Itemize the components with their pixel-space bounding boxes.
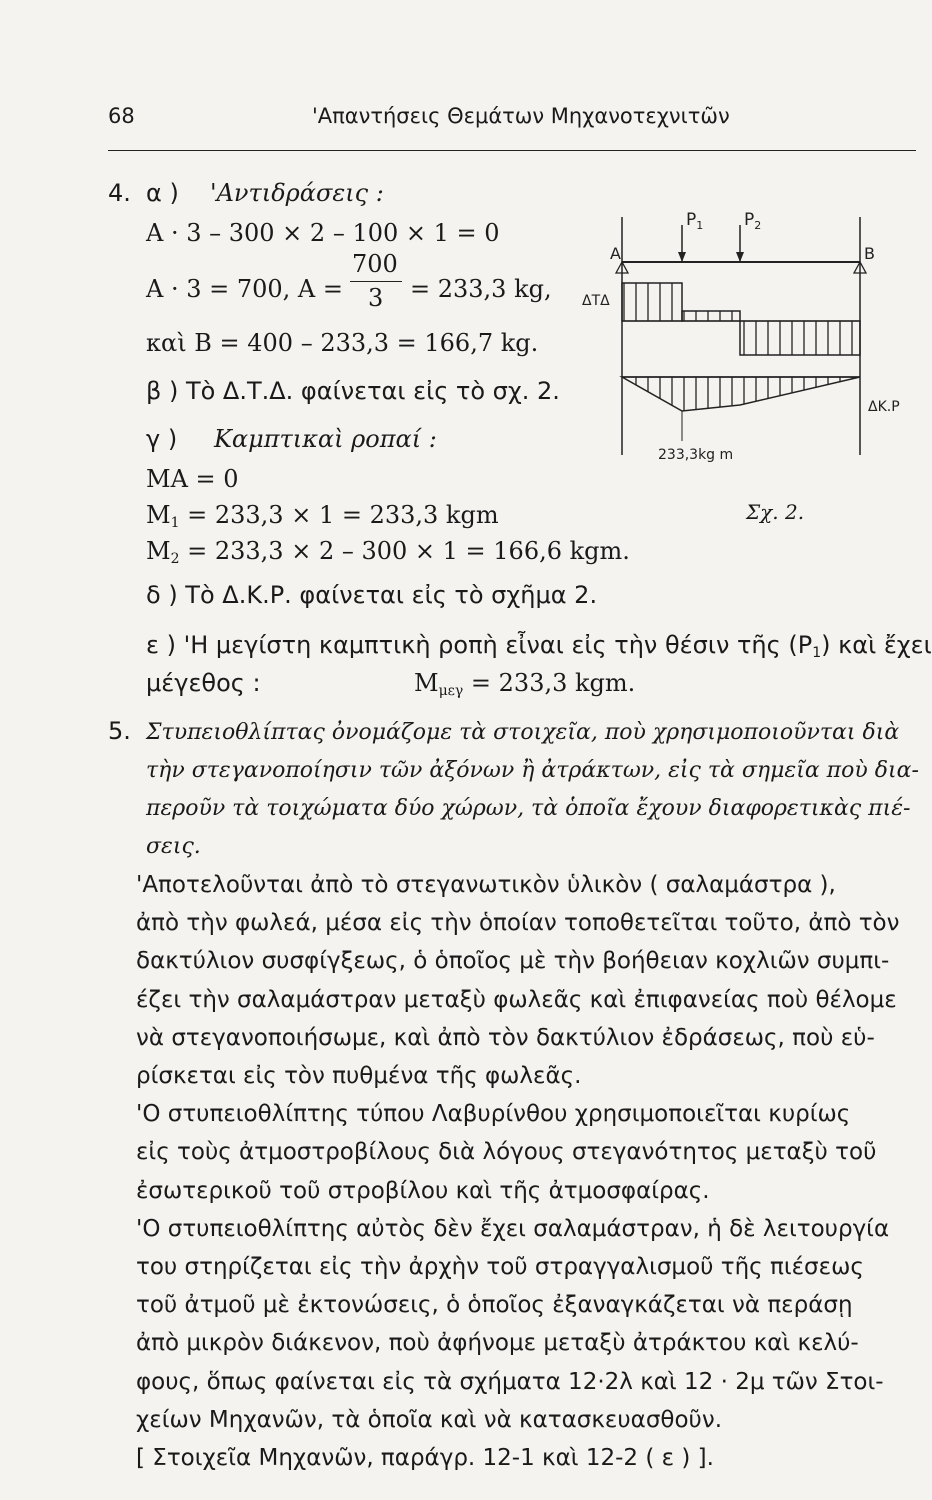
q5-intro-line: σεις.	[146, 834, 201, 859]
q4-eq2-denominator: 3	[368, 284, 384, 312]
q4-ma: ΜΑ = 0	[146, 465, 239, 493]
page-number: 68	[108, 104, 135, 128]
q4-number: 4.	[108, 179, 131, 207]
running-title: 'Απαντήσεις Θεμάτων Μηχανοτεχνιτῶν	[312, 104, 730, 128]
q4-e-line1: ε ) 'Η μεγίστη καμπτικὴ ροπὴ εἶναι εἰς τὴν θέσιν τῆς $(P_1)$ καὶ ἔχει	[146, 631, 932, 661]
q5-body-line: του στηρίζεται εἰς τὴν ἀρχὴν τοῦ στραγγαλισμοῦ τῆς πιέσεως	[136, 1254, 864, 1281]
label-support-b: B	[864, 244, 875, 263]
label-max-moment: 233,3kg m	[658, 447, 734, 463]
q5-body-line: εἰς τοὺς ἀτμοστροβίλους διὰ λόγους στεγανότητος μεταξὺ τοῦ	[136, 1139, 877, 1166]
label-p1: $P_1$	[686, 210, 704, 232]
figure-caption: Σχ. 2.	[746, 500, 805, 524]
label-support-a: A	[610, 244, 621, 263]
q5-body-line: 'Αποτελοῦνται ἀπὸ τὸ στεγανωτικὸν ὑλικὸν ( σαλαμάστρα ),	[136, 872, 836, 898]
q5-body-line: χείων Μηχανῶν, τὰ ὁποῖα καὶ νὰ κατασκευασθοῦν.	[136, 1406, 723, 1433]
load-p2-head	[736, 252, 744, 262]
q4-eq2-right: = 233,3 kg,	[410, 275, 552, 303]
q5-body-line: τοῦ ἀτμοῦ μὲ ἐκτονώσεις, ὁ ὁποῖος ἐξαναγκάζεται νὰ περάσῃ	[136, 1292, 853, 1319]
q5-body-line: φους, ὅπως φαίνεται εἰς τὰ σχήματα 12·2λ καὶ 12 · 2μ τῶν Στοι-	[136, 1368, 884, 1395]
q4-a-label: α )	[146, 179, 179, 207]
q4-g-title: Καμπτικαὶ ροπαί :	[214, 425, 437, 453]
q5-body-line: έζει τὴν σαλαμάστραν μεταξὺ φωλεᾶς καὶ ἐπιφανείας ποὺ θέλομε	[136, 986, 897, 1013]
q4-b-line: β ) Τὸ Δ.Τ.Δ. φαίνεται εἰς τὸ σχ. 2.	[146, 377, 560, 405]
q5-body-line: νὰ στεγανοποιήσωμε, καὶ ἀπὸ τὸν δακτύλιον ἐδράσεως, ποὺ εὑ-	[136, 1024, 875, 1051]
q4-mmax: $M_{\mu\varepsilon\gamma} = 233,3$ kgm.	[414, 669, 636, 699]
q5-body-line: 'Ο στυπειοθλίπτης αὐτὸς δὲν ἔχει σαλαμάστραν, ἡ δὲ λειτουργία	[136, 1215, 890, 1242]
q5-number: 5.	[108, 717, 131, 745]
q5-intro-line: τὴν στεγανοποίησιν τῶν ἀξόνων ἢ ἀτράκτων, εἰς τὰ σημεῖα ποὺ δια-	[146, 758, 919, 783]
label-shear-diagram: ΔΤΔ	[582, 293, 610, 309]
shear-block-3	[740, 321, 860, 355]
q4-e-line2: μέγεθος :	[146, 669, 261, 697]
q5-body-line: ἐσωτερικοῦ τοῦ στροβίλου καὶ τῆς ἀτμοσφαίρας.	[136, 1177, 710, 1204]
q5-body-line: 'Ο στυπειοθλίπτης τύπου Λαβυρίνθου χρησιμοποιεῖται κυρίως	[136, 1101, 851, 1128]
q4-m1: $M_1 = 233,3 \times 1 = 233,3$ kgm	[146, 501, 499, 531]
q4-a-title: 'Αντιδράσεις :	[210, 179, 384, 207]
q5-body-line: ρίσκεται εἰς τὸν πυθμένα τῆς φωλεᾶς.	[136, 1063, 582, 1090]
shear-block-1	[622, 283, 682, 321]
q4-g-label: γ )	[146, 425, 178, 453]
q5-body-paragraph	[136, 866, 899, 1477]
q5-intro-paragraph	[146, 714, 919, 866]
moment-area	[622, 377, 860, 411]
shear-block-2	[682, 311, 740, 321]
figure-beam-diagram	[570, 205, 915, 515]
label-moment-diagram: ΔΚ.Ρ	[868, 399, 900, 415]
header-rule	[108, 150, 916, 151]
q5-intro-line: περοῦν τὰ τοιχώματα δύο χώρων, τὰ ὁποῖα ἔχουν διαφορετικὰς πιέ-	[146, 796, 911, 821]
load-p1-head	[678, 252, 686, 262]
q4-eq2-left: Α · 3 = 700, Α =	[146, 275, 343, 303]
q4-d-line: δ ) Τὸ Δ.Κ.Ρ. φαίνεται εἰς τὸ σχῆμα 2.	[146, 581, 598, 609]
q4-eq3: καὶ Β = 400 – 233,3 = 166,7 kg.	[146, 329, 539, 357]
q4-eq1: Α · 3 – 300 × 2 – 100 × 1 = 0	[146, 219, 500, 247]
q4-eq2-numerator: 700	[352, 250, 398, 278]
q5-body-line: ἀπὸ μικρὸν διάκενον, ποὺ ἀφήνομε μεταξὺ ἀτράκτου καὶ κελύ-	[136, 1330, 859, 1357]
q5-body-line: ἀπὸ τὴν φωλεά, μέσα εἰς τὴν ὁποίαν τοποθετεῖται τοῦτο, ἀπὸ τὸν	[136, 910, 900, 937]
fraction-bar	[350, 281, 402, 282]
q4-m2: $M_2 = 233,3 \times 2 - 300 \times 1 = 166,6$ kgm.	[146, 537, 630, 567]
q5-intro-line: Στυπειοθλίπτας ὀνομάζομε τὰ στοιχεῖα, ποὺ χρησιμοποιοῦνται διὰ	[146, 720, 900, 745]
label-p2: $P_2$	[744, 210, 762, 232]
q5-body-line: δακτύλιον συσφίγξεως, ὁ ὁποῖος μὲ τὴν βοήθειαν κοχλιῶν συμπι-	[136, 948, 890, 975]
q5-body-line: [ Στοιχεῖα Μηχανῶν, παράγρ. 12-1 καὶ 12-2 ( ε ) ].	[136, 1445, 714, 1472]
